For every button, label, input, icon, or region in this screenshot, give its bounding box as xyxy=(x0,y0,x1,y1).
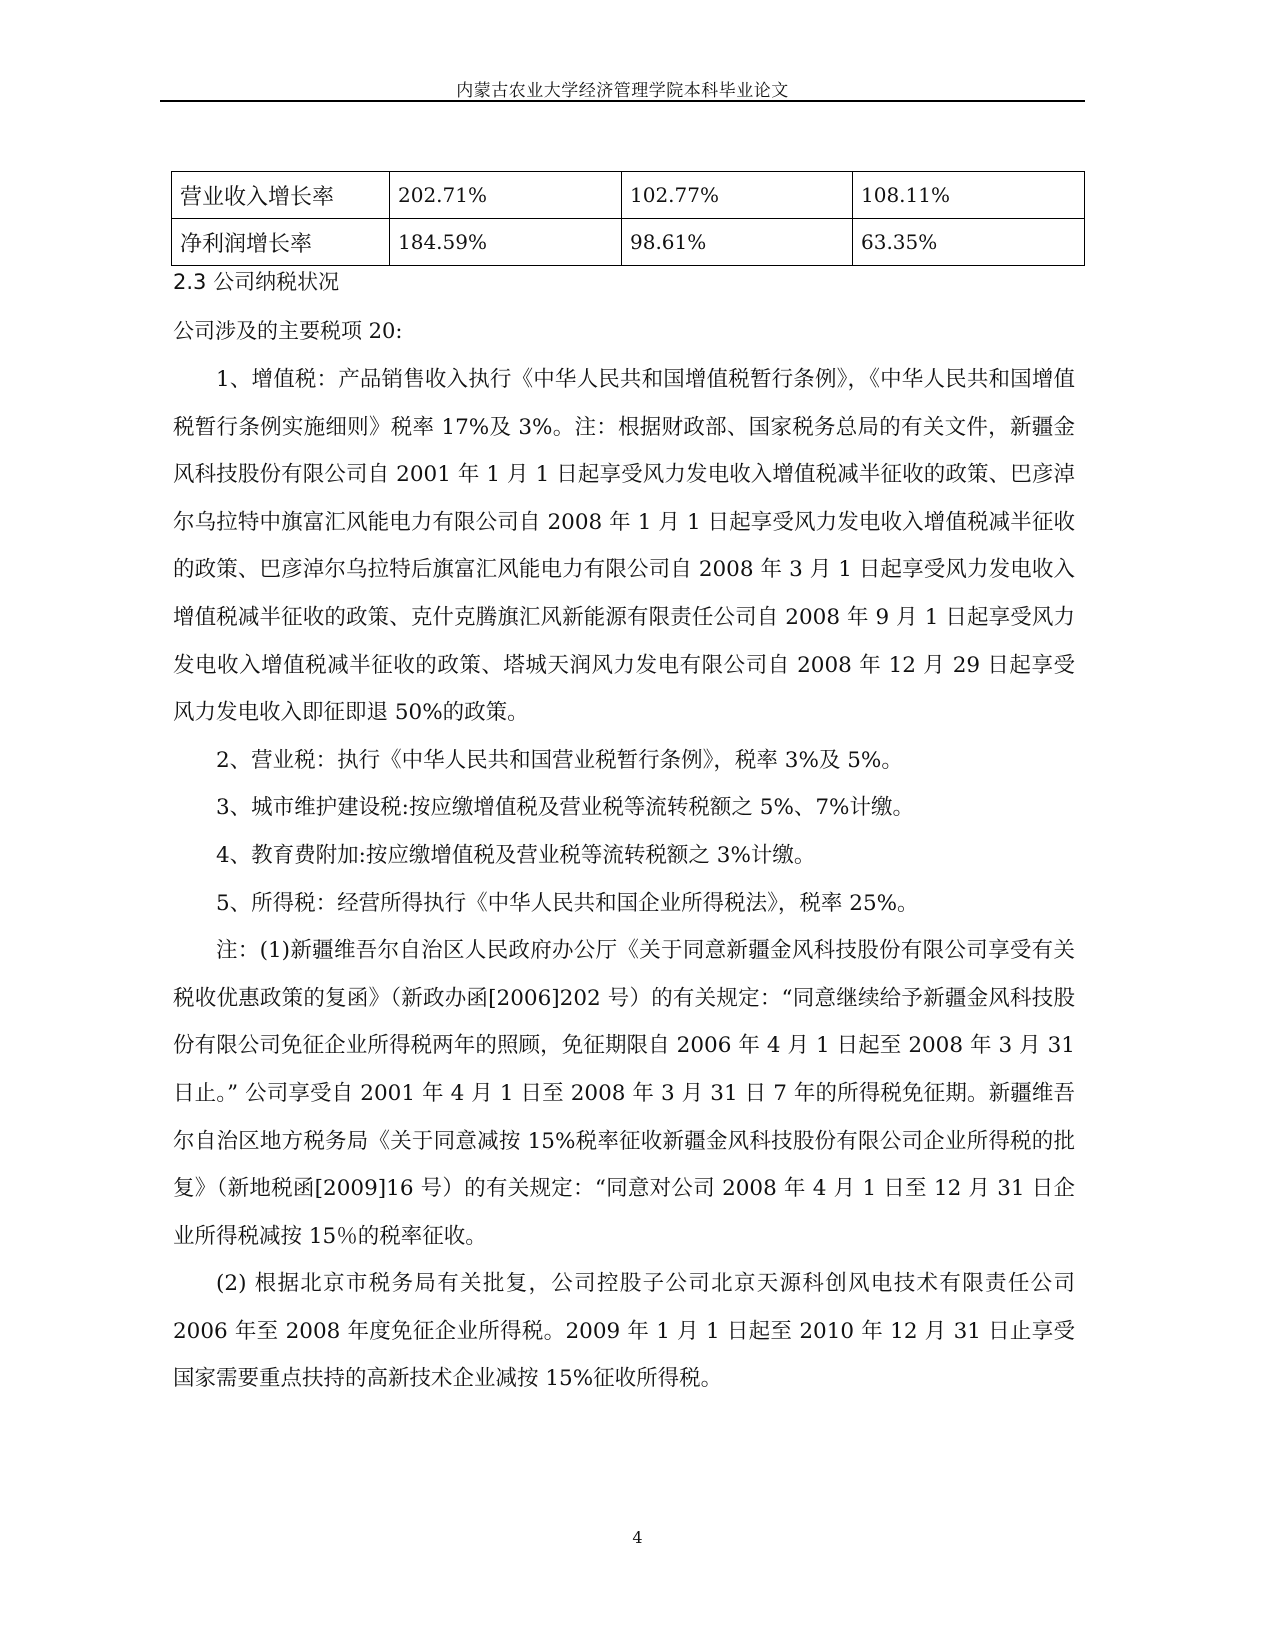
paragraph-education-surcharge: 4、教育费附加:按应缴增值税及营业税等流转税额之 3%计缴。 xyxy=(216,842,816,868)
section-intro: 公司涉及的主要税项 20: xyxy=(173,319,403,343)
paragraph-business-tax: 2、营业税：执行《中华人民共和国营业税暂行条例》，税率 3%及 5%。 xyxy=(216,747,903,773)
table-row xyxy=(172,172,1085,219)
section-heading: 2.3 公司纳税状况 xyxy=(173,270,340,294)
table-row xyxy=(172,219,1085,266)
growth-rate-table xyxy=(171,171,1085,266)
table-row-label: 净利润增长率 xyxy=(172,219,390,266)
paragraph-income-tax: 5、所得税：经营所得执行《中华人民共和国企业所得税法》，税率 25%。 xyxy=(216,890,919,916)
page-number: 4 xyxy=(632,1528,643,1547)
header-divider xyxy=(160,100,1085,102)
table-row-label: 营业收入增长率 xyxy=(172,172,390,219)
table-cell: 184.59% xyxy=(390,219,622,266)
table-cell: 102.77% xyxy=(622,172,853,219)
paragraph-note-1: 注：(1)新疆维吾尔自治区人民政府办公厅《关于同意新疆金风科技股份有限公司享受有关税收优惠政策的复函》（新政办函[2006]202 号）的有关规定：“同意继续给予新疆金风科技股份有限公司免征企业所得税两年的照顾，免征期限自 2006 年 4 月 1 日起至 2008 年 3 月 31 日止。” 公司享受自 2001 年 4 月 1 日至 2008 年 3 月 31 日 7 年的所得税免征期。新疆维吾尔自治区地方税务局《关于同意减按 15%税率征收新疆金风科技股份有限公司企业所得税的批复》（新地税函[2009]16 号）的有关规定：“同意对公司 2008 年 4 月 1 日至 12 月 31 日企业所得税减按 15％的税率征收。 xyxy=(173,938,1075,1249)
paragraph-note-2: (2) 根据北京市税务局有关批复，公司控股子公司北京天源科创风电技术有限责任公司 2006 年至 2008 年度免征企业所得税。2009 年 1 月 1 日起至 2010 年 12 月 31 日止享受国家需要重点扶持的高新技术企业减按 15%征收所得税。 xyxy=(173,1271,1075,1392)
paragraph-vat: 1、增值税：产品销售收入执行《中华人民共和国增值税暂行条例》，《中华人民共和国增值税暂行条例实施细则》税率 17%及 3%。注：根据财政部、国家税务总局的有关文件，新疆金风科技股份有限公司自 2001 年 1 月 1 日起享受风力发电收入增值税减半征收的政策、巴彦淖尔乌拉特中旗富汇风能电力有限公司自 2008 年 1 月 1 日起享受风力发电收入增值税减半征收的政策、巴彦淖尔乌拉特后旗富汇风能电力有限公司自 2008 年 3 月 1 日起享受风力发电收入增值税减半征收的政策、克什克腾旗汇风新能源有限责任公司自 2008 年 9 月 1 日起享受风力发电收入增值税减半征收的政策、塔城天润风力发电有限公司自 2008 年 12 月 29 日起享受风力发电收入即征即退 50%的政策。 xyxy=(173,367,1075,726)
table-cell: 98.61% xyxy=(622,219,853,266)
paragraph-city-maintenance-tax: 3、城市维护建设税:按应缴增值税及营业税等流转税额之 5%、7%计缴。 xyxy=(216,795,914,821)
table-cell: 63.35% xyxy=(853,219,1085,266)
body-text xyxy=(173,356,1075,1403)
table-cell: 108.11% xyxy=(853,172,1085,219)
table-cell: 202.71% xyxy=(390,172,622,219)
page-header-title: 内蒙古农业大学经济管理学院本科毕业论文 xyxy=(456,81,789,101)
